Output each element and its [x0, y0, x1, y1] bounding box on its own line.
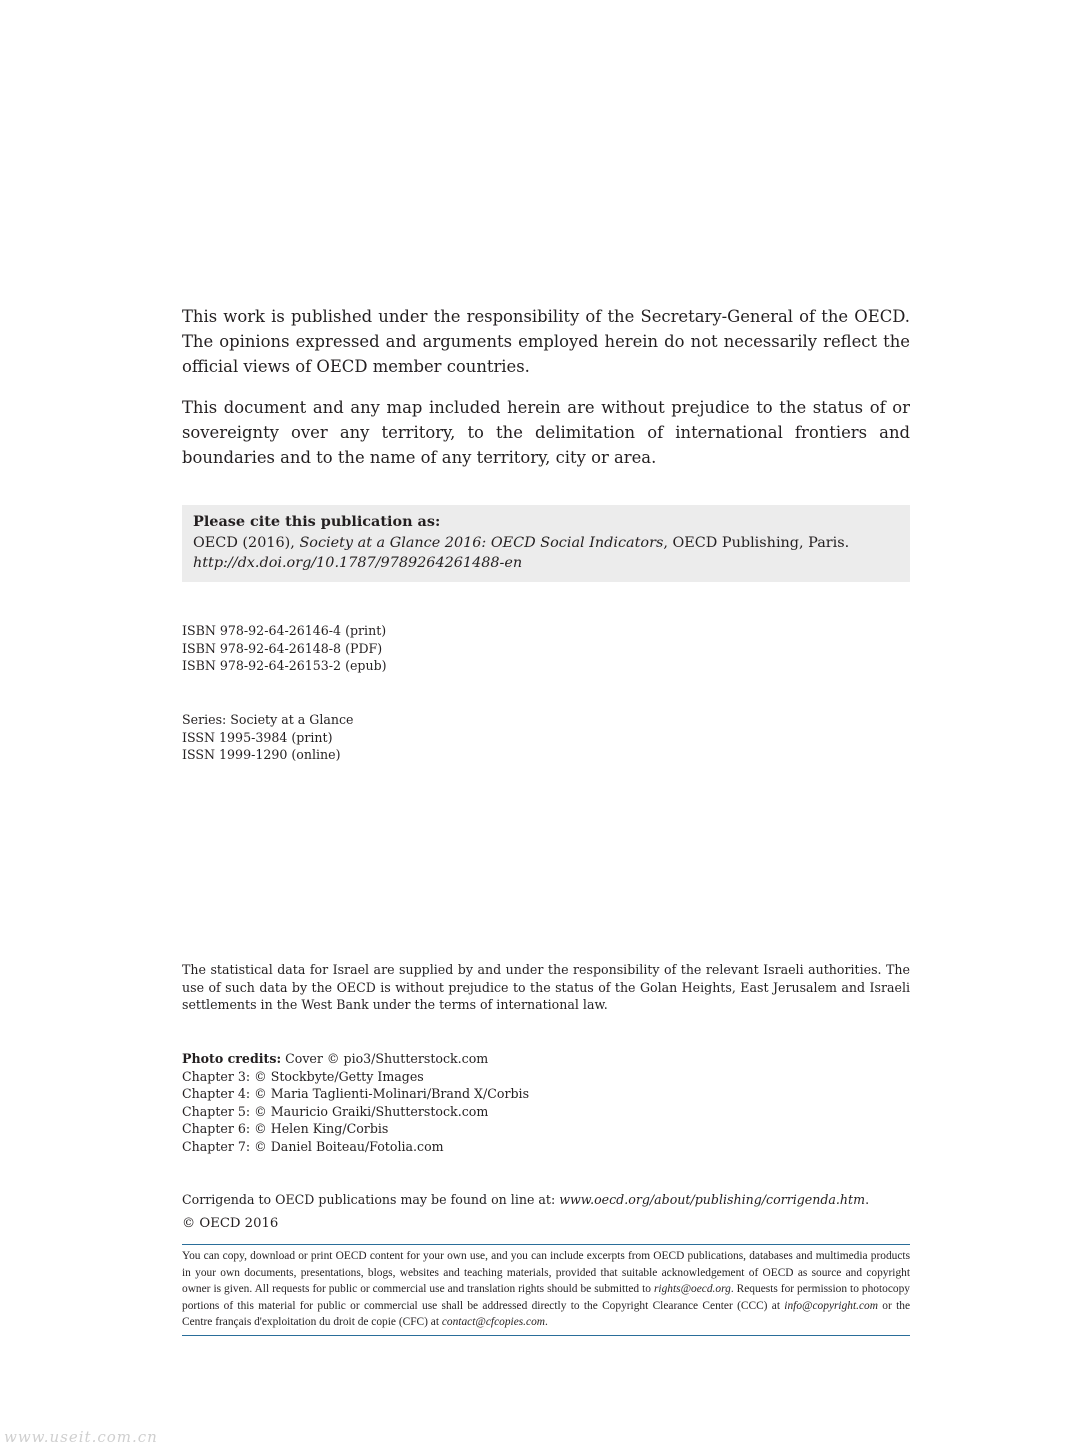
isbn-epub: ISBN 978-92-64-26153-2 (epub) — [182, 658, 387, 674]
corrigenda-note — [182, 1191, 910, 1209]
photo-credit-chapter-4: Chapter 4: © Maria Taglienti-Molinari/Brand X/Corbis — [182, 1086, 530, 1102]
citation-doi-link[interactable]: http://dx.doi.org/10.1787/9789264261488-en — [193, 555, 523, 571]
photo-credit-chapter-5: Chapter 5: © Mauricio Graiki/Shutterstock.com — [182, 1103, 489, 1119]
license-text — [182, 1244, 910, 1336]
photo-credit-cover: Cover © pio3/Shutterstock.com — [281, 1051, 489, 1066]
corrigenda-end: . — [865, 1192, 870, 1207]
license-part-1: You can copy, download or print OECD content for your own use, and you can include excerpts from OECD publications, databases and multimedia products in your own documents, presentations, blogs, websites and teaching materials, provided that suitable acknowledgement of OECD as source and copyright owner is given. All requests for public or commercial use and translation rights should be submitted to — [182, 1250, 910, 1296]
citation-box — [182, 505, 910, 582]
citation-reference — [193, 533, 899, 554]
issn-print: ISSN 1995-3984 (print) — [182, 729, 333, 745]
rights-email-link[interactable]: rights@oecd.org — [653, 1283, 731, 1296]
copyright-line: © OECD 2016 — [182, 1216, 279, 1231]
citation-heading: Please cite this publication as: — [193, 513, 441, 530]
license-part-4: . — [545, 1316, 548, 1329]
corrigenda-text: Corrigenda to OECD publications may be found on line at: — [182, 1192, 560, 1207]
site-watermark: www.useit.com.cn — [4, 1428, 158, 1446]
isbn-print: ISBN 978-92-64-26146-4 (print) — [182, 623, 387, 638]
isbn-list — [182, 622, 910, 675]
photo-credits — [182, 1050, 910, 1156]
photo-credit-chapter-6: Chapter 6: © Helen King/Corbis — [182, 1121, 389, 1137]
photo-credits-cover — [182, 1050, 910, 1068]
isbn-pdf: ISBN 978-92-64-26148-8 (PDF) — [182, 640, 383, 656]
territory-disclaimer: This document and any map included herein are without prejudice to the status of or sovereignty over any territory, to the delimitation of international frontiers and boundaries and to the name of any territory, city or area. — [182, 398, 910, 467]
license-part-3: or the Centre français d'exploitation du droit de copie (CFC) at — [182, 1299, 910, 1329]
citation-suffix: , OECD Publishing, Paris. — [663, 534, 850, 551]
citation-prefix: OECD (2016), — [193, 534, 300, 551]
israel-data-note: The statistical data for Israel are supplied by and under the responsibility of the relevant Israeli authorities. The use of such data by the OECD is without prejudice to the status of the Golan Heights, East Jerusalem and Israeli settlements in the West Bank under the terms of international law. — [182, 962, 910, 1013]
issn-online: ISSN 1999-1290 (online) — [182, 747, 341, 763]
photo-credits-label: Photo credits: — [182, 1051, 282, 1066]
series-name: Series: Society at a Glance — [182, 712, 354, 727]
photo-credit-chapter-3: Chapter 3: © Stockbyte/Getty Images — [182, 1068, 424, 1084]
cfc-email-link[interactable]: contact@cfcopies.com — [441, 1316, 546, 1329]
series-info — [182, 711, 910, 764]
ccc-email-link[interactable]: info@copyright.com — [784, 1299, 878, 1312]
responsibility-statement: This work is published under the responsibility of the Secretary-General of the OECD. The opinions expressed and arguments employed herein do not necessarily reflect the official views of OECD member countries. — [182, 307, 910, 376]
citation-title: Society at a Glance 2016: OECD Social Indicators — [299, 534, 664, 551]
photo-credit-chapter-7: Chapter 7: © Daniel Boiteau/Fotolia.com — [182, 1138, 444, 1154]
license-part-2: . Requests for permission to photocopy portions of this material for public or commercial use shall be addressed directly to the Copyright Clearance Center (CCC) at — [182, 1283, 910, 1312]
corrigenda-link[interactable]: www.oecd.org/about/publishing/corrigenda.htm — [559, 1192, 866, 1207]
